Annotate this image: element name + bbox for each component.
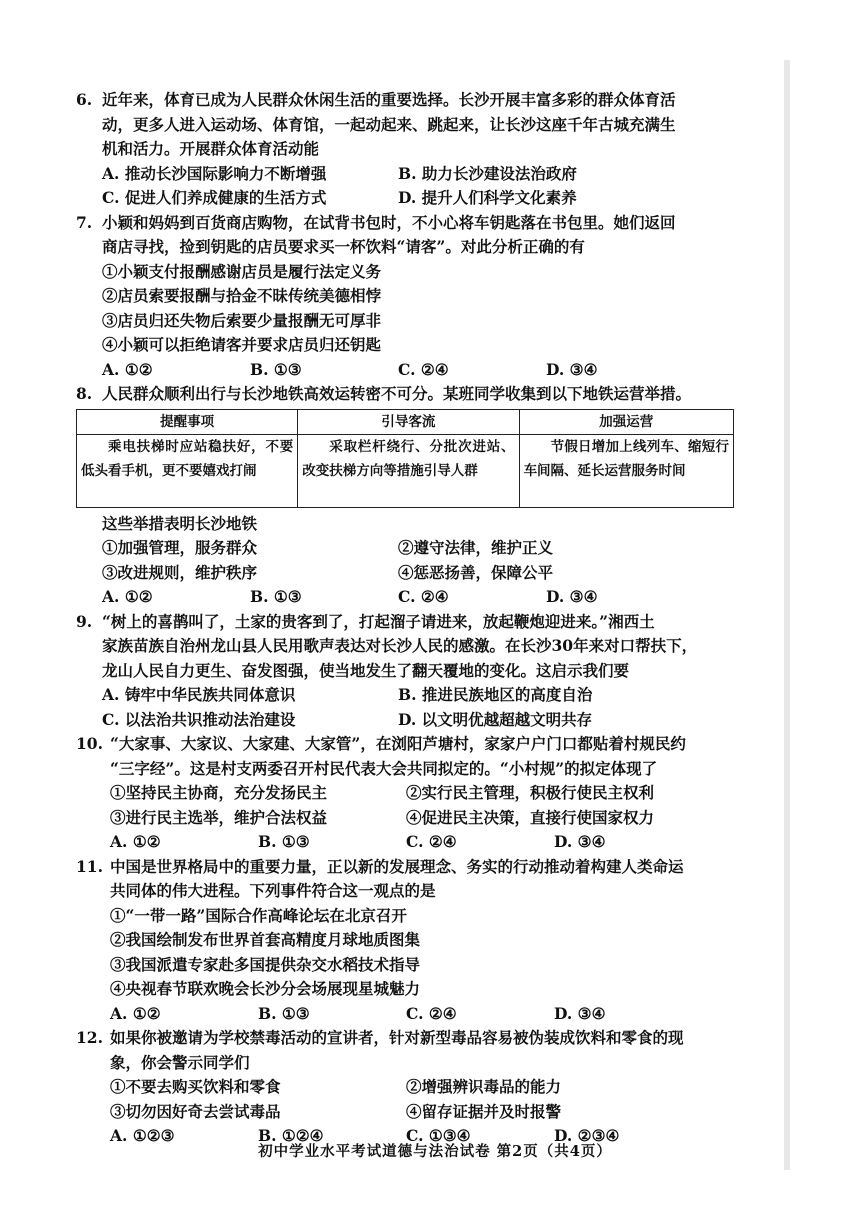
statement: ①不要去购买饮料和零食 — [110, 1077, 281, 1096]
statement: ②店员索要报酬与拾金不昧传统美德相悖 — [102, 286, 382, 305]
statement: ①“一带一路”国际合作高峰论坛在北京召开 — [110, 905, 407, 925]
option-c: C. ②④ — [406, 1003, 457, 1023]
question-stem: “树上的喜鹊叫了，土家的贵客到了，打起溜子请进来，放起鞭炮迎进来。”湘西土 — [102, 611, 655, 631]
question-7 — [76, 211, 736, 383]
table-header: 加强运营 — [519, 409, 733, 434]
question-number: 9. — [76, 611, 93, 631]
table-header: 引导客流 — [298, 409, 519, 434]
question-12 — [76, 1026, 736, 1149]
statement: ②遵守法律，维护正义 — [398, 538, 554, 557]
statement: ④小颖可以拒绝请客并要求店员归还钥匙 — [102, 335, 382, 354]
statement: ②实行民主管理，积极行使民主权利 — [406, 783, 655, 802]
question-number: 6. — [76, 90, 93, 109]
question-stem-line: 象，你会警示同学们 — [110, 1052, 250, 1072]
statement: ③我国派遣专家赴多国提供杂交水稻技术指导 — [110, 954, 421, 974]
statement: ②我国绘制发布世界首套高精度月球地质图集 — [110, 930, 421, 949]
exam-page — [76, 88, 736, 1149]
statement: ③店员归还失物后索要少量报酬无可厚非 — [102, 310, 382, 330]
statement: ③进行民主选举，维护合法权益 — [110, 807, 328, 827]
option-d: D. 以文明优越超越文明共存 — [398, 709, 593, 729]
option-a: A. ①②③ — [110, 1126, 175, 1145]
table-cell: 节假日增加上线列车、缩短行车间隔、延长运营服务时间 — [519, 434, 733, 507]
option-c: C. ②④ — [398, 359, 449, 379]
scan-edge — [784, 60, 790, 1170]
option-b: B. ①③ — [258, 832, 310, 851]
page-footer: 初中学业水平考试道德与法治试卷 第2页（共4页） — [258, 1143, 612, 1160]
question-stem-line: 家族苗族自治州龙山县人民用歌声表达对长沙人民的感激。在长沙30年来对口帮扶下， — [102, 636, 698, 655]
option-a: A. ①② — [102, 587, 153, 606]
statement: ①加强管理，服务群众 — [102, 538, 258, 557]
question-stem: 近年来，体育已成为人民群众休闲生活的重要选择。长沙开展丰富多彩的群众体育活 — [102, 90, 676, 109]
statement: ①坚持民主协商，充分发扬民主 — [110, 783, 328, 802]
metro-measures-table — [76, 409, 734, 508]
question-follow-line: 这些举措表明长沙地铁 — [102, 513, 258, 533]
option-a: A. ①② — [102, 359, 153, 379]
option-b: B. ①③ — [250, 587, 302, 606]
option-a: A. ①② — [110, 1003, 161, 1023]
option-b: B. ①②④ — [258, 1126, 324, 1145]
question-10 — [76, 732, 736, 855]
question-stem-line: 龙山人民自力更生、奋发图强，使当地发生了翻天覆地的变化。这启示我们要 — [102, 660, 630, 680]
question-8 — [76, 382, 736, 610]
option-b: B. 助力长沙建设法治政府 — [398, 163, 577, 183]
table-header: 提醒事项 — [77, 409, 298, 434]
statement: ③改进规则，维护秩序 — [102, 562, 258, 582]
question-stem: 小颖和妈妈到百货商店购物，在试背书包时，不小心将车钥匙落在书包里。她们返回 — [102, 212, 676, 232]
option-d: D. ③④ — [554, 1003, 606, 1023]
question-6 — [76, 88, 736, 211]
question-stem-line: 动，更多人进入运动场、体育馆，一起动起来、跳起来，让长沙这座千年古城充满生 — [102, 114, 676, 134]
statement: ③切勿因好奇去尝试毒品 — [110, 1101, 281, 1121]
option-d: D. ③④ — [546, 359, 598, 379]
question-stem: 人民群众顺利出行与长沙地铁高效运转密不可分。某班同学收集到以下地铁运营举措。 — [102, 384, 692, 403]
question-number: 12. — [76, 1028, 103, 1047]
question-stem: “大家事、大家议、大家建、大家管”，在浏阳芦塘村，家家户户门口都贴着村规民约 — [110, 734, 686, 753]
question-stem-line: 商店寻找，捡到钥匙的店员要求买一杯饮料“请客”。对此分析正确的有 — [102, 237, 585, 256]
statement: ①小颖支付报酬感谢店员是履行法定义务 — [102, 261, 382, 281]
option-a: A. 推动长沙国际影响力不断增强 — [102, 163, 327, 183]
question-number: 8. — [76, 384, 93, 403]
question-stem-line: “三字经”。这是村支两委召开村民代表大会共同拟定的。“小村规”的拟定体现了 — [110, 758, 658, 778]
option-c: C. ②④ — [398, 587, 449, 606]
question-number: 10. — [76, 734, 103, 753]
statement: ④惩恶扬善，保障公平 — [398, 562, 554, 582]
table-cell: 采取栏杆绕行、分批次进站、改变扶梯方向等措施引导人群 — [298, 434, 519, 507]
option-c: C. ①③④ — [406, 1126, 471, 1145]
question-stem: 如果你被邀请为学校禁毒活动的宣讲者，针对新型毒品容易被伪装成饮料和零食的现 — [110, 1028, 684, 1047]
option-b: B. ①③ — [258, 1003, 310, 1023]
statement: ④留存证据并及时报警 — [406, 1101, 562, 1121]
option-c: C. ②④ — [406, 832, 457, 851]
question-number: 11. — [76, 856, 103, 876]
statement: ④促进民主决策，直接行使国家权力 — [406, 807, 655, 827]
table-cell: 乘电扶梯时应站稳扶好，不要低头看手机，更不要嬉戏打闹 — [77, 434, 298, 507]
option-d: D. ③④ — [546, 587, 598, 606]
question-stem: 中国是世界格局中的重要力量，正以新的发展理念、务实的行动推动着构建人类命运 — [110, 856, 684, 876]
option-c: C. 以法治共识推动法治建设 — [102, 709, 296, 729]
option-c: C. 促进人们养成健康的生活方式 — [102, 188, 327, 207]
question-number: 7. — [76, 212, 93, 232]
question-9 — [76, 610, 736, 733]
question-stem-line: 共同体的伟大进程。下列事件符合这一观点的是 — [110, 881, 436, 900]
option-b: B. 推进民族地区的高度自治 — [398, 685, 593, 704]
option-d: D. ③④ — [554, 832, 606, 851]
statement: ④央视春节联欢晚会长沙分会场展现星城魅力 — [110, 979, 421, 998]
option-a: A. 铸牢中华民族共同体意识 — [102, 685, 296, 704]
option-b: B. ①③ — [250, 359, 302, 379]
option-d: D. 提升人们科学文化素养 — [398, 188, 577, 207]
question-stem-line: 机和活力。开展群众体育活动能 — [102, 139, 320, 158]
option-a: A. ①② — [110, 832, 161, 851]
statement: ②增强辨识毒品的能力 — [406, 1077, 562, 1096]
option-d: D. ②③④ — [554, 1126, 620, 1145]
question-11 — [76, 855, 736, 1027]
